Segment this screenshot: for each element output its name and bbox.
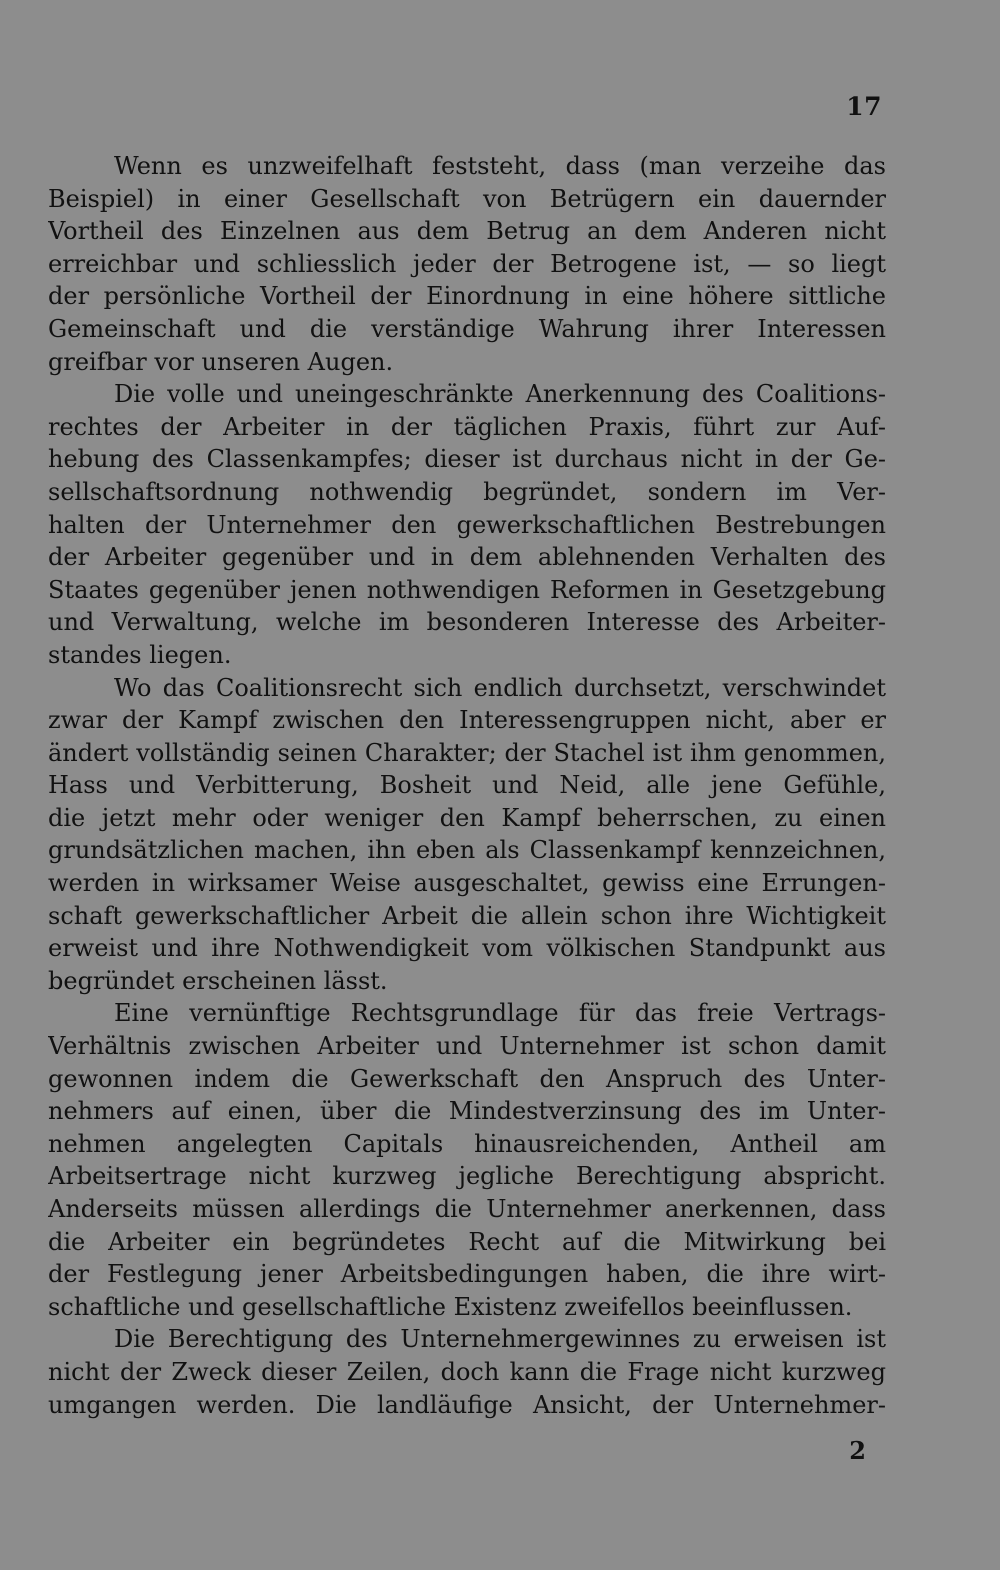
text-line: standes liegen.	[48, 640, 232, 669]
text-line: werden in wirksamer Weise ausgeschaltet, gewiss eine Errungen-	[48, 869, 886, 898]
text-line: nehmers auf einen, über die Mindestverzinsung des im Unter-	[48, 1097, 886, 1126]
text-line: Die volle und uneingeschränkte Anerkennung des Coalitions-	[114, 380, 886, 409]
text-line: erreichbar und schliesslich jeder der Betrogene ist, — so liegt	[48, 249, 886, 278]
text-line: schaftliche und gesellschaftliche Existenz zweifellos beeinflussen.	[48, 1292, 853, 1321]
text-line: Anderseits müssen allerdings die Unternehmer anerkennen, dass	[48, 1195, 886, 1223]
text-line: zwar der Kampf zwischen den Interessengruppen nicht, aber er	[48, 706, 886, 735]
text-line: ändert vollständig seinen Charakter; der Stachel ist ihm genommen,	[48, 738, 886, 767]
text-line: gewonnen indem die Gewerkschaft den Anspruch des Unter-	[48, 1064, 886, 1093]
text-line: schaft gewerkschaftlicher Arbeit die allein schon ihre Wichtigkeit	[48, 901, 886, 930]
text-line: der Arbeiter gegenüber und in dem ablehnenden Verhalten des	[48, 543, 886, 572]
text-line: sellschaftsordnung nothwendig begründet, sondern im Ver-	[48, 477, 886, 506]
body-text	[48, 150, 886, 1421]
text-line: erweist und ihre Nothwendigkeit vom völkischen Standpunkt aus	[48, 934, 886, 963]
text-line: Vortheil des Einzelnen aus dem Betrug an dem Anderen nicht	[48, 217, 886, 246]
text-line: hebung des Classenkampfes; dieser ist durchaus nicht in der Ge-	[48, 445, 886, 474]
text-line: die Arbeiter ein begründetes Recht auf die Mitwirkung bei	[48, 1227, 886, 1256]
text-line: Beispiel) in einer Gesellschaft von Betrügern ein dauernder	[48, 184, 886, 213]
text-line: nicht der Zweck dieser Zeilen, doch kann die Frage nicht kurzweg	[48, 1357, 886, 1386]
text-line: die jetzt mehr oder weniger den Kampf beherrschen, zu einen	[48, 803, 886, 832]
text-line: der persönliche Vortheil der Einordnung in eine höhere sittliche	[48, 282, 886, 311]
text-line: Arbeitsertrage nicht kurzweg jegliche Berechtigung abspricht.	[48, 1162, 886, 1191]
text-line: begründet erscheinen lässt.	[48, 966, 388, 995]
text-line: Hass und Verbitterung, Bosheit und Neid, alle jene Gefühle,	[48, 771, 886, 800]
text-line: Die Berechtigung des Unternehmergewinnes zu erweisen ist	[114, 1325, 886, 1354]
text-line: Wo das Coalitionsrecht sich endlich durchsetzt, verschwindet	[114, 673, 886, 702]
text-line: Eine vernünftige Rechtsgrundlage für das freie Vertrags-	[114, 999, 886, 1028]
text-line: Staates gegenüber jenen nothwendigen Reformen in Gesetzgebung	[48, 575, 886, 604]
text-line: grundsätzlichen machen, ihn eben als Classenkampf kennzeichnen,	[48, 836, 886, 865]
text-line: rechtes der Arbeiter in der täglichen Praxis, führt zur Auf-	[48, 412, 886, 441]
text-line: der Festlegung jener Arbeitsbedingungen haben, die ihre wirt-	[48, 1260, 886, 1289]
page-number: 17	[846, 92, 882, 121]
text-line: Verhältnis zwischen Arbeiter und Unternehmer ist schon damit	[48, 1032, 886, 1061]
text-line: umgangen werden. Die landläufige Ansicht, der Unternehmer-	[48, 1390, 886, 1419]
signature-mark: 2	[849, 1436, 866, 1465]
text-line: und Verwaltung, welche im besonderen Interesse des Arbeiter-	[48, 608, 886, 637]
text-line: greifbar vor unseren Augen.	[48, 347, 394, 376]
text-line: Gemeinschaft und die verständige Wahrung ihrer Interessen	[48, 314, 886, 343]
text-line: nehmen angelegten Capitals hinausreichenden, Antheil am	[48, 1129, 886, 1158]
text-line: Wenn es unzweifelhaft feststeht, dass (man verzeihe das	[114, 152, 886, 180]
text-line: halten der Unternehmer den gewerkschaftlichen Bestrebungen	[48, 510, 886, 539]
